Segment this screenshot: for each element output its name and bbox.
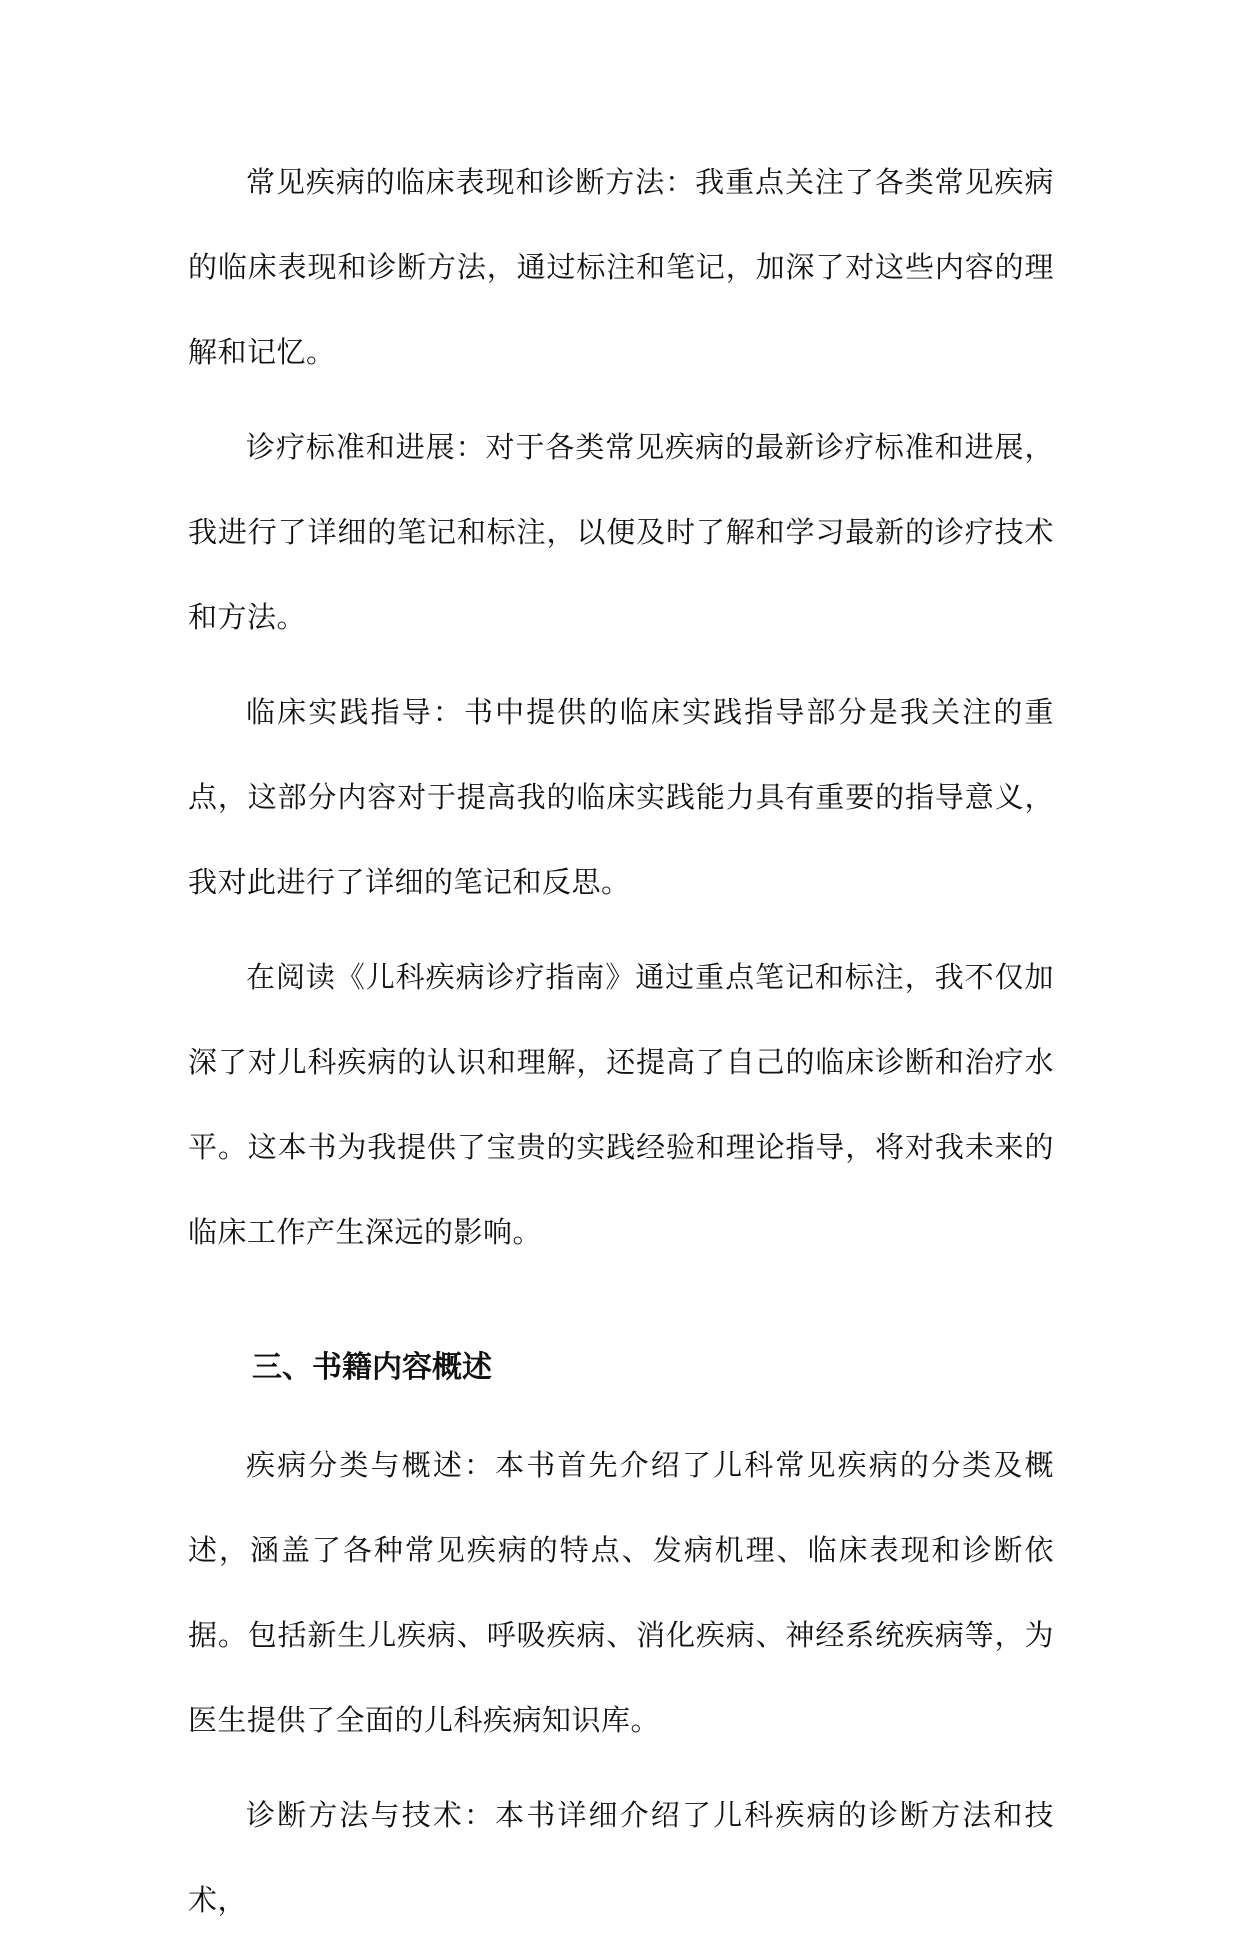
section-heading: 三、书籍内容概述 [252, 1350, 492, 1385]
paragraph-reading-summary: 在阅读《儿科疾病诊疗指南》通过重点笔记和标注，我不仅加深了对儿科疾病的认识和理解，还提高了自己的临床诊断和治疗水平。这本书为我提供了宝贵的实践经验和理论指导，将对我未来的临床工作产生深远的影响。 [188, 960, 1054, 1249]
paragraph-disease-classification: 疾病分类与概述：本书首先介绍了儿科常见疾病的分类及概述，涵盖了各种常见疾病的特点、发病机理、临床表现和诊断依据。包括新生儿疾病、呼吸疾病、消化疾病、神经系统疾病等，为医生提供了全面的儿科疾病知识库。 [188, 1448, 1054, 1737]
paragraph-diagnosis-standards: 诊疗标准和进展：对于各类常见疾病的最新诊疗标准和进展，我进行了详细的笔记和标注，以便及时了解和学习最新的诊疗技术和方法。 [188, 430, 1054, 634]
paragraph-clinical-manifestations: 常见疾病的临床表现和诊断方法：我重点关注了各类常见疾病的临床表现和诊断方法，通过标注和笔记，加深了对这些内容的理解和记忆。 [188, 165, 1054, 369]
paragraph-diagnosis-methods: 诊断方法与技术：本书详细介绍了儿科疾病的诊断方法和技术， [188, 1798, 1054, 1917]
paragraph-clinical-practice: 临床实践指导：书中提供的临床实践指导部分是我关注的重点，这部分内容对于提高我的临床实践能力具有重要的指导意义，我对此进行了详细的笔记和反思。 [188, 695, 1054, 899]
